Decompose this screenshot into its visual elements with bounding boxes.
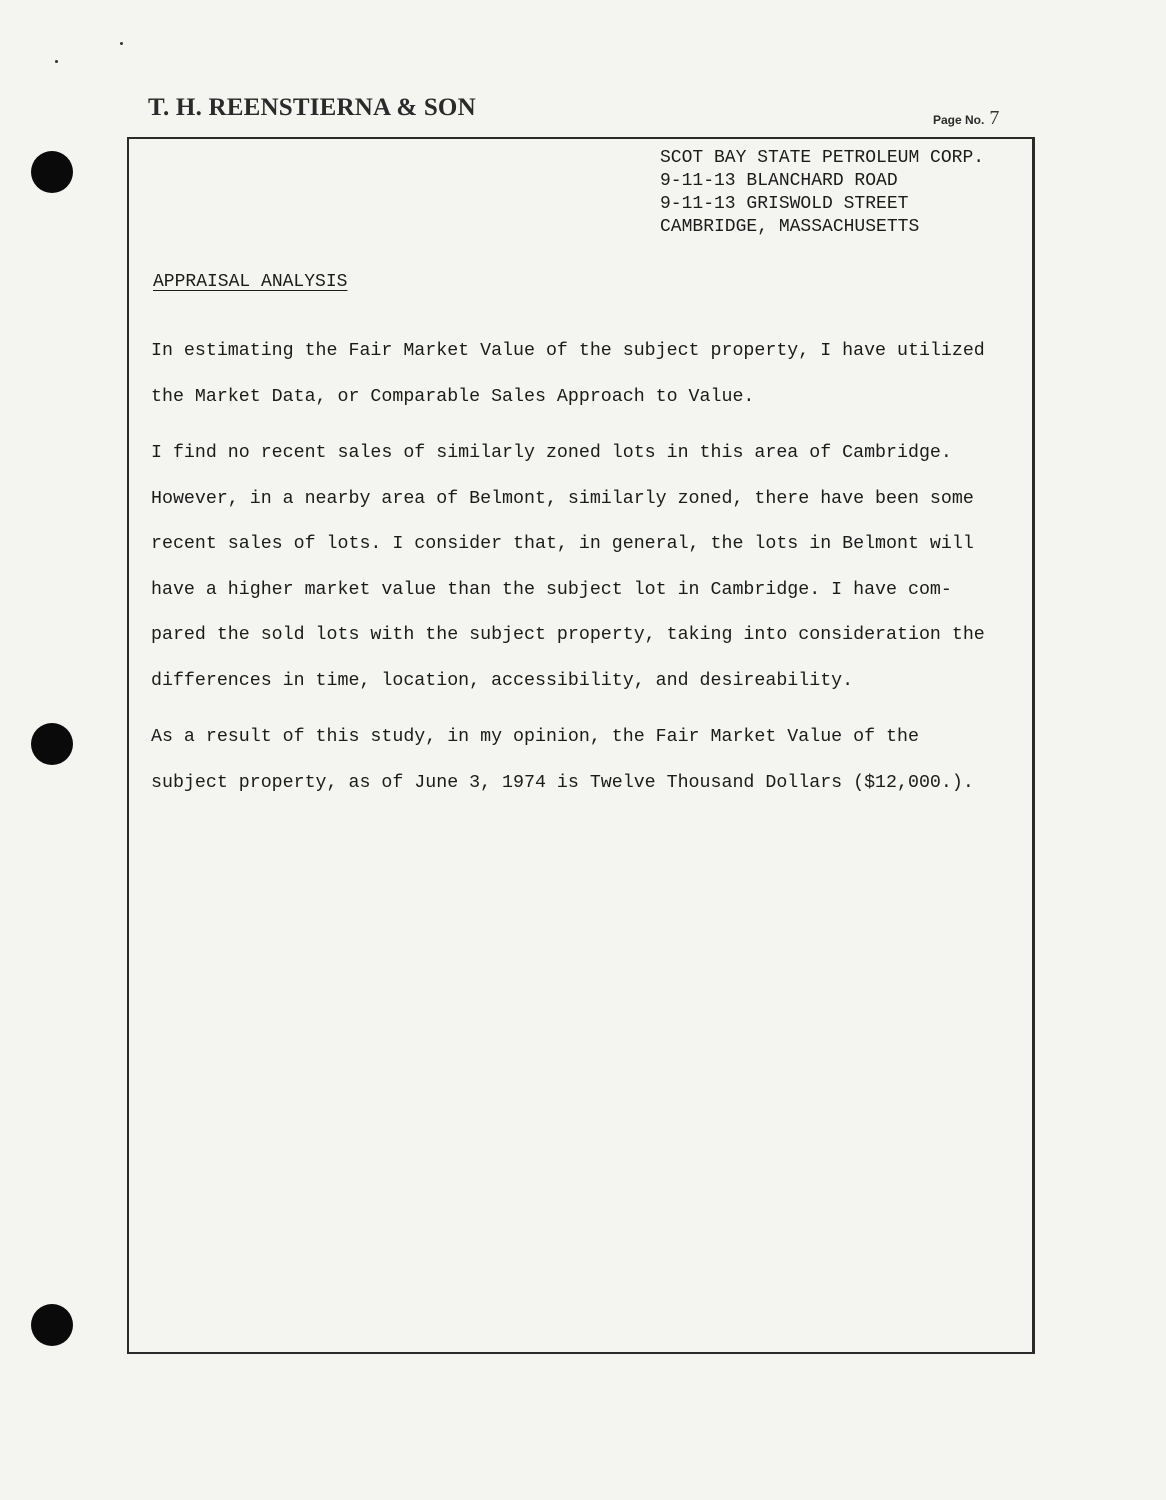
text-line: pared the sold lots with the subject property, taking into consideration the xyxy=(151,625,985,645)
section-heading: APPRAISAL ANALYSIS xyxy=(153,272,348,292)
page-number-label: Page No. xyxy=(933,113,985,127)
address-line: 9-11-13 BLANCHARD ROAD xyxy=(660,171,898,191)
text-line: differences in time, location, accessibility, and desireability. xyxy=(151,670,854,691)
text-line: However, in a nearby area of Belmont, similarly zoned, there have been some xyxy=(151,488,974,509)
firm-name: T. H. REENSTIERNA & SON xyxy=(148,94,476,121)
text-line: subject property, as of June 3, 1974 is Twelve Thousand Dollars ($12,000.). xyxy=(151,772,974,793)
text-line: I find no recent sales of similarly zoned lots in this area of Cambridge. xyxy=(151,443,952,463)
address-line: SCOT BAY STATE PETROLEUM CORP. xyxy=(660,148,985,168)
punch-hole xyxy=(31,723,73,765)
address-line: CAMBRIDGE, MASSACHUSETTS xyxy=(660,217,920,237)
punch-hole xyxy=(31,151,73,193)
text-line: have a higher market value than the subject lot in Cambridge. I have com- xyxy=(151,579,952,600)
address-block xyxy=(660,147,984,239)
page-number: 7 xyxy=(989,107,1000,129)
page-number-block xyxy=(933,107,999,130)
body-text xyxy=(151,329,985,817)
paragraph xyxy=(151,431,985,704)
punch-hole xyxy=(31,1304,73,1346)
paragraph xyxy=(151,329,985,420)
text-line: In estimating the Fair Market Value of the subject property, I have utilized xyxy=(151,341,985,361)
paper-speck xyxy=(55,60,58,63)
text-line: recent sales of lots. I consider that, in general, the lots in Belmont will xyxy=(151,534,974,554)
paragraph xyxy=(151,715,985,806)
paper-speck xyxy=(120,42,123,45)
text-line: As a result of this study, in my opinion, the Fair Market Value of the xyxy=(151,727,919,747)
text-line: the Market Data, or Comparable Sales Approach to Value. xyxy=(151,386,755,407)
address-line: 9-11-13 GRISWOLD STREET xyxy=(660,194,909,214)
